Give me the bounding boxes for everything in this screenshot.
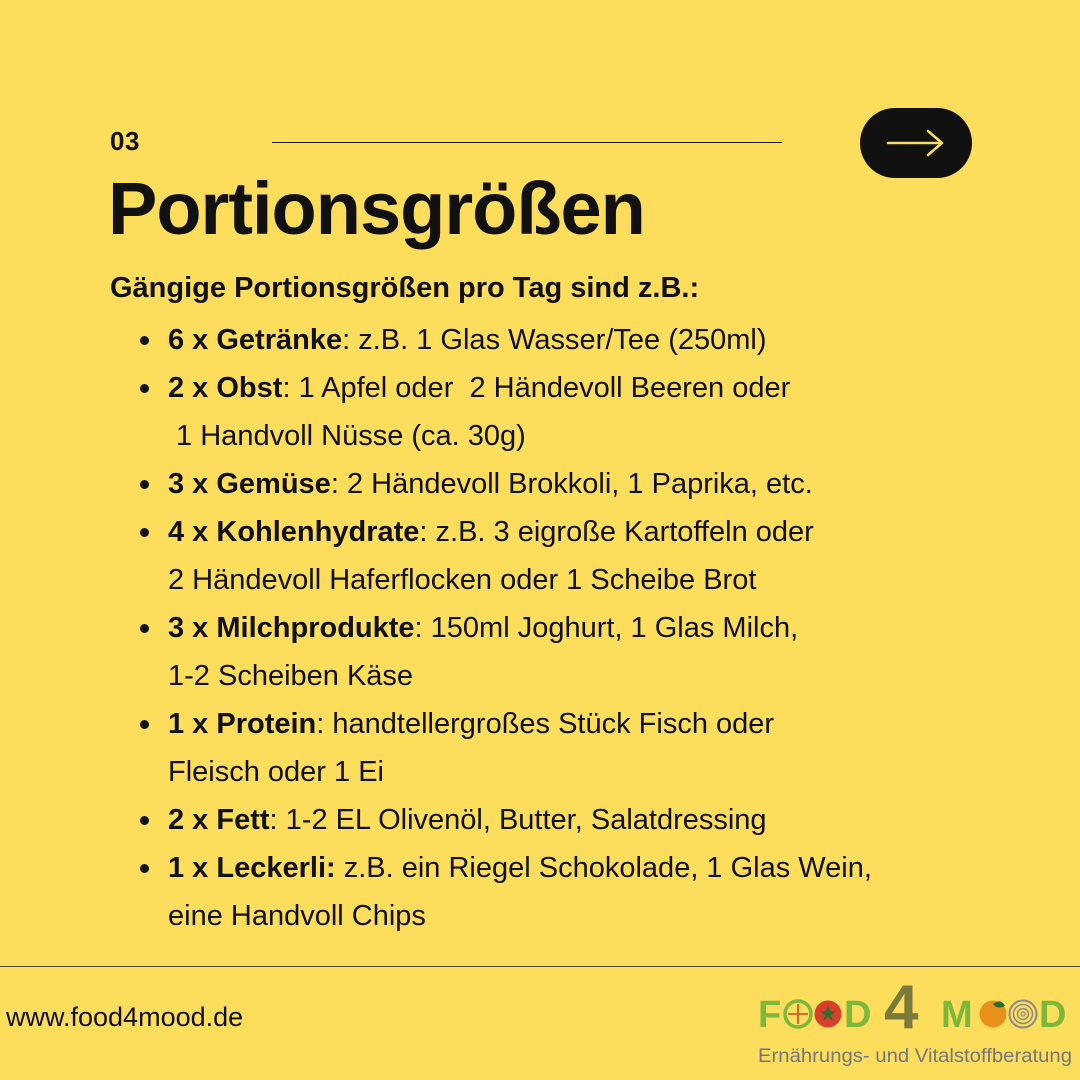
next-slide-button[interactable] xyxy=(860,108,972,178)
strawberry-icon xyxy=(815,1001,842,1028)
portion-separator: : xyxy=(282,372,299,404)
portion-separator: : xyxy=(414,612,431,644)
logo-number: 4 xyxy=(884,973,919,1042)
portion-detail: 1 Handvoll Nüsse (ca. 30g) xyxy=(168,420,526,452)
logo-d1: D xyxy=(844,994,872,1036)
website-link[interactable]: www.food4mood.de xyxy=(6,1002,244,1032)
portion-item xyxy=(140,796,1020,844)
portion-item xyxy=(140,364,1020,460)
portion-label: 2 x Fett xyxy=(168,804,270,836)
portion-detail: handtellergroßes Stück Fisch oder xyxy=(332,708,775,740)
arrow-right-icon xyxy=(884,127,948,159)
intro-text: Gängige Portionsgrößen pro Tag sind z.B.: xyxy=(110,272,700,304)
portion-detail: z.B. 1 Glas Wasser/Tee (250ml) xyxy=(358,324,767,356)
footer-divider xyxy=(0,966,1080,967)
portion-label: 3 x Gemüse xyxy=(168,468,331,500)
portion-label: 2 x Obst xyxy=(168,372,283,404)
portion-detail: 1 Apfel oder 2 Händevoll Beeren oder xyxy=(298,372,791,404)
portion-separator: : xyxy=(269,804,286,836)
portion-detail: z.B. ein Riegel Schokolade, 1 Glas Wein, xyxy=(343,852,872,884)
page-title: Portionsgrößen xyxy=(108,167,645,250)
portion-detail: 1-2 EL Olivenöl, Butter, Salatdressing xyxy=(285,804,767,836)
portion-detail: eine Handvoll Chips xyxy=(168,900,426,932)
crosshair-tomato-icon xyxy=(785,1001,811,1027)
portion-item xyxy=(140,700,1020,796)
portion-detail: Fleisch oder 1 Ei xyxy=(168,756,384,788)
portion-label: 6 x Getränke xyxy=(168,324,343,356)
portion-detail: z.B. 3 eigroße Kartoffeln oder xyxy=(435,516,814,548)
logo-d2: D xyxy=(1039,994,1067,1036)
header-divider xyxy=(272,142,782,143)
logo-f: F xyxy=(758,994,782,1036)
logo-tagline: Ernährungs- und Vitalstoffberatung xyxy=(758,1045,1072,1067)
portion-label: 1 x Leckerli: xyxy=(168,852,336,884)
portion-separator: : xyxy=(330,468,347,500)
portion-detail: 1-2 Scheiben Käse xyxy=(168,660,414,692)
portion-detail: 150ml Joghurt, 1 Glas Milch, xyxy=(430,612,799,644)
portion-separator: : xyxy=(316,708,333,740)
portion-list xyxy=(140,316,1020,940)
portion-separator: : xyxy=(419,516,436,548)
slide-number: 03 xyxy=(110,126,140,156)
portion-separator xyxy=(336,852,344,884)
portion-detail: 2 Händevoll Brokkoli, 1 Paprika, etc. xyxy=(346,468,813,500)
portion-label: 1 x Protein xyxy=(168,708,317,740)
portion-label: 3 x Milchprodukte xyxy=(168,612,415,644)
portion-separator: : xyxy=(342,324,359,356)
portion-item xyxy=(140,604,1020,700)
orange-leaf-icon xyxy=(980,1001,1007,1028)
portion-item xyxy=(140,460,1020,508)
portion-item xyxy=(140,508,1020,604)
food4mood-logo xyxy=(756,968,1074,1072)
portion-item xyxy=(140,316,1020,364)
portion-item xyxy=(140,844,1020,940)
portion-detail: 2 Händevoll Haferflocken oder 1 Scheibe Brot xyxy=(168,564,757,596)
onion-rings-icon xyxy=(1010,1001,1037,1028)
logo-m: M xyxy=(941,994,973,1036)
portion-label: 4 x Kohlenhydrate xyxy=(168,516,420,548)
